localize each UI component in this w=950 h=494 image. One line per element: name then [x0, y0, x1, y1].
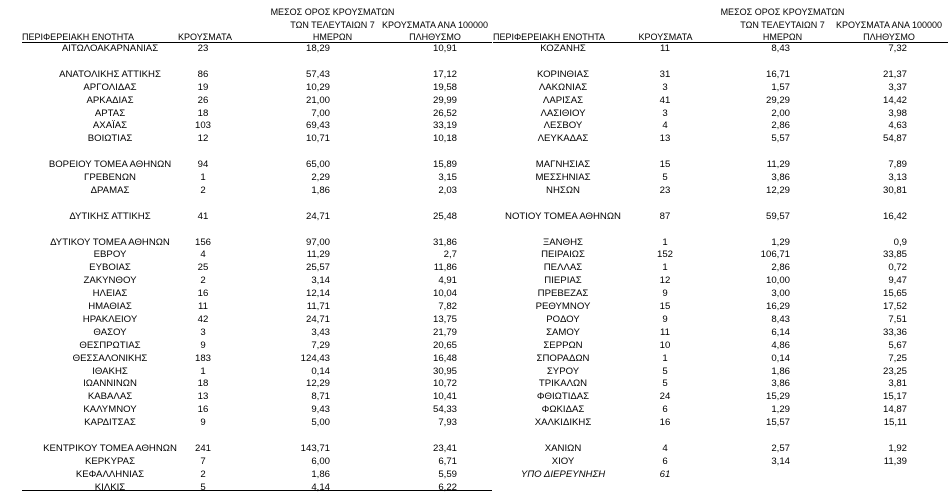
table-row — [0, 184, 950, 197]
cases-cell: 4 — [662, 442, 668, 454]
per100k-cell: 6,22 — [438, 481, 457, 493]
cases-cell: 15 — [659, 159, 671, 171]
cases-cell: 41 — [197, 210, 209, 222]
avg-cell: 3,00 — [771, 288, 790, 300]
per100k-cell: 3,81 — [888, 378, 907, 390]
per100k-cell: 5,59 — [438, 468, 457, 480]
cases-cell: 16 — [659, 417, 671, 429]
cases-cell: 11 — [660, 326, 670, 338]
table-row — [0, 339, 950, 352]
region-name: ΑΙΤΩΛΟΑΚΑΡΝΑΝΙΑΣ — [61, 43, 159, 54]
cases-cell: 241 — [194, 442, 211, 454]
region-name: ΑΧΑΪΑΣ — [92, 120, 128, 132]
cases-cell: 9 — [662, 313, 668, 325]
cases-cell: 1 — [662, 262, 668, 274]
cases-cell: 31 — [659, 68, 671, 80]
table-row — [0, 300, 950, 313]
avg-cell: 3,86 — [771, 172, 790, 183]
avg-cell: 1,86 — [311, 468, 330, 480]
region-name: ΥΠΟ ΔΙΕΡΕΥΝΗΣΗ — [520, 468, 606, 480]
avg-cell: 12,14 — [305, 288, 330, 300]
per100k-cell: 3,98 — [888, 107, 907, 119]
table-row — [0, 377, 950, 390]
table-row — [0, 55, 950, 68]
cases-cell: 5 — [662, 365, 668, 377]
region-name: ΛΑΣΙΘΙΟΥ — [540, 107, 586, 119]
per100k-cell: 19,58 — [432, 81, 457, 93]
cases-cell: 86 — [197, 68, 209, 80]
region-name: ΘΑΣΟΥ — [93, 326, 127, 338]
header-avg-right-line1: ΜΕΣΟΣ ΟΡΟΣ ΚΡΟΥΣΜΑΤΩΝ — [720, 7, 845, 17]
table-row — [0, 107, 950, 120]
region-name: ΘΕΣΠΡΩΤΙΑΣ — [79, 339, 141, 351]
cases-cell: 9 — [200, 339, 206, 351]
per100k-cell: 11,39 — [883, 455, 907, 467]
cases-cell: 152 — [656, 249, 673, 261]
avg-cell: 7,00 — [311, 107, 330, 119]
per100k-cell: 3,37 — [888, 81, 907, 93]
cases-cell: 156 — [194, 236, 211, 248]
avg-cell: 3,14 — [771, 455, 790, 467]
table-row — [0, 365, 950, 378]
region-name: ΜΑΓΝΗΣΙΑΣ — [535, 159, 591, 171]
avg-cell: 2,86 — [771, 120, 790, 132]
per100k-cell: 17,52 — [882, 301, 907, 312]
per100k-cell: 2,03 — [438, 184, 457, 196]
per100k-cell: 23,41 — [432, 442, 457, 454]
region-name: ΒΟΙΩΤΙΑΣ — [87, 133, 133, 145]
region-name: ΧΙΟΥ — [551, 455, 575, 467]
avg-cell: 24,71 — [305, 313, 330, 325]
avg-cell: 16,29 — [765, 301, 790, 312]
per100k-cell: 33,85 — [882, 249, 907, 261]
avg-cell: 5,57 — [771, 133, 790, 145]
cases-cell: 6 — [662, 455, 668, 467]
per100k-cell: 0,72 — [888, 262, 907, 274]
avg-cell: 15,29 — [765, 391, 790, 403]
region-name: ΚΕΡΚΥΡΑΣ — [84, 455, 135, 467]
cases-cell: 18 — [197, 107, 209, 119]
header-region-right: ΠΕΡΙΦΕΡΕΙΑΚΗ ΕΝΟΤΗΤΑ — [493, 32, 606, 42]
table-row — [0, 197, 950, 210]
header-cases-right: ΚΡΟΥΣΜΑΤΑ — [638, 32, 693, 42]
header-cases-left: ΚΡΟΥΣΜΑΤΑ — [178, 32, 232, 42]
cases-cell: 183 — [194, 352, 211, 364]
cases-cell: 16 — [197, 288, 209, 300]
per100k-cell: 14,42 — [882, 94, 907, 106]
region-name: ΗΡΑΚΛΕΙΟΥ — [82, 313, 138, 325]
per100k-cell: 13,75 — [432, 313, 457, 325]
avg-cell: 65,00 — [305, 159, 330, 171]
table-row — [0, 81, 950, 94]
table-row — [0, 248, 950, 261]
table-row — [0, 468, 950, 481]
region-name: ΑΡΤΑΣ — [94, 107, 126, 119]
region-name: ΛΕΥΚΑΔΑΣ — [537, 133, 589, 145]
region-name: ΣΕΡΡΩΝ — [543, 339, 583, 351]
region-name: ΤΡΙΚΑΛΩΝ — [538, 378, 588, 390]
region-name: ΑΡΓΟΛΙΔΑΣ — [83, 81, 137, 93]
cases-cell: 41 — [659, 94, 671, 106]
cases-cell: 10 — [659, 339, 671, 351]
cases-cell: 1 — [200, 365, 206, 377]
avg-cell: 8,43 — [771, 313, 790, 325]
cases-cell: 103 — [194, 120, 211, 132]
region-name: ΣΑΜΟΥ — [546, 326, 580, 338]
per100k-cell: 21,79 — [432, 326, 457, 338]
region-name: ΖΑΚΥΝΘΟΥ — [83, 275, 137, 287]
header-avg-right-line2: ΤΩΝ ΤΕΛΕΥΤΑΙΩΝ 7 — [740, 20, 825, 30]
cases-cell: 9 — [662, 288, 668, 300]
avg-cell: 6,00 — [311, 455, 330, 467]
table-row — [0, 403, 950, 416]
avg-cell: 25,57 — [305, 262, 330, 274]
cases-cell: 3 — [662, 81, 668, 93]
per100k-cell: 16,42 — [882, 210, 907, 222]
region-name: ΚΟΖΑΝΗΣ — [540, 43, 586, 54]
table-row — [0, 119, 950, 132]
table-row — [0, 261, 950, 274]
per100k-cell: 14,87 — [882, 404, 907, 416]
region-name: ΔΥΤΙΚΟΥ ΤΟΜΕΑ ΑΘΗΝΩΝ — [50, 236, 170, 248]
cases-cell: 5 — [662, 172, 668, 183]
avg-cell: 29,29 — [765, 94, 790, 106]
table-row — [0, 42, 950, 55]
per100k-cell: 7,51 — [888, 313, 907, 325]
per100k-cell: 10,18 — [432, 133, 457, 145]
avg-cell: 124,43 — [300, 352, 330, 364]
avg-cell: 16,71 — [765, 68, 790, 80]
region-name: ΓΡΕΒΕΝΩΝ — [84, 172, 136, 183]
region-name: ΕΥΒΟΙΑΣ — [89, 262, 131, 274]
avg-cell: 10,29 — [305, 81, 330, 93]
per100k-cell: 7,25 — [888, 352, 907, 364]
avg-cell: 7,29 — [311, 339, 330, 351]
cases-cell: 11 — [198, 301, 208, 312]
avg-cell: 8,43 — [771, 43, 790, 54]
table-row — [0, 132, 950, 145]
region-name: ΚΙΛΚΙΣ — [94, 481, 126, 493]
region-name: ΑΡΚΑΔΙΑΣ — [86, 94, 134, 106]
per100k-cell: 33,19 — [432, 120, 457, 132]
avg-cell: 15,57 — [765, 417, 790, 429]
per100k-cell: 15,89 — [432, 159, 457, 171]
header-per100k-right-line2: ΠΛΗΘΥΣΜΟ — [863, 32, 915, 42]
cases-cell: 13 — [659, 133, 671, 145]
region-name: ΚΑΛΥΜΝΟΥ — [83, 404, 137, 416]
avg-cell: 4,14 — [311, 481, 330, 493]
region-name: ΡΕΘΥΜΝΟΥ — [535, 301, 591, 312]
region-name: ΕΒΡΟΥ — [93, 249, 127, 261]
region-name: ΙΘΑΚΗΣ — [92, 365, 128, 377]
per100k-cell: 3,13 — [888, 172, 907, 183]
avg-cell: 11,29 — [306, 249, 330, 261]
cases-cell: 11 — [660, 43, 670, 54]
table-row — [0, 442, 950, 455]
avg-cell: 59,57 — [765, 210, 790, 222]
region-name: ΧΑΝΙΩΝ — [544, 442, 582, 454]
region-name: ΑΝΑΤΟΛΙΚΗΣ ΑΤΤΙΚΗΣ — [59, 68, 161, 80]
region-name: ΒΟΡΕΙΟΥ ΤΟΜΕΑ ΑΘΗΝΩΝ — [48, 159, 172, 171]
avg-cell: 1,86 — [771, 365, 790, 377]
per100k-cell: 30,95 — [432, 365, 457, 377]
table-row — [0, 326, 950, 339]
avg-cell: 10,00 — [765, 275, 790, 287]
region-name: ΚΕΝΤΡΙΚΟΥ ΤΟΜΕΑ ΑΘΗΝΩΝ — [43, 442, 177, 454]
table-row — [0, 390, 950, 403]
avg-cell: 9,43 — [311, 404, 330, 416]
cases-cell: 5 — [662, 378, 668, 390]
header-avg-left-line3: ΗΜΕΡΩΝ — [312, 32, 353, 42]
cases-cell: 2 — [200, 275, 206, 287]
region-name: ΝΟΤΙΟΥ ΤΟΜΕΑ ΑΘΗΝΩΝ — [505, 210, 621, 222]
avg-cell: 21,00 — [305, 94, 330, 106]
header-region-left: ΠΕΡΙΦΕΡΕΙΑΚΗ ΕΝΟΤΗΤΑ — [22, 32, 135, 42]
table-row — [0, 171, 950, 184]
table-row — [0, 210, 950, 223]
per100k-cell: 16,48 — [432, 352, 457, 364]
cases-cell: 1 — [662, 352, 668, 364]
table-row — [0, 145, 950, 158]
region-name: ΙΩΑΝΝΙΝΩΝ — [83, 378, 137, 390]
cases-cell: 3 — [200, 326, 206, 338]
region-name: ΞΑΝΘΗΣ — [543, 236, 583, 248]
avg-cell: 2,86 — [771, 262, 790, 274]
per100k-cell: 10,91 — [432, 43, 457, 54]
per100k-cell: 5,67 — [888, 339, 907, 351]
per100k-cell: 21,37 — [882, 68, 907, 80]
per100k-cell: 10,04 — [432, 288, 457, 300]
region-name: ΛΕΣΒΟΥ — [543, 120, 583, 132]
per100k-cell: 9,47 — [888, 275, 907, 287]
table-row — [0, 236, 950, 249]
region-name: ΔΥΤΙΚΗΣ ΑΤΤΙΚΗΣ — [69, 210, 151, 222]
avg-cell: 4,86 — [771, 339, 790, 351]
per100k-cell: 33,36 — [882, 326, 907, 338]
table-row — [0, 158, 950, 171]
per100k-cell: 7,82 — [438, 301, 457, 312]
avg-cell: 0,14 — [771, 352, 790, 364]
avg-cell: 11,29 — [766, 159, 790, 171]
region-name: ΔΡΑΜΑΣ — [90, 184, 130, 196]
region-name: ΘΕΣΣΑΛΟΝΙΚΗΣ — [72, 352, 148, 364]
cases-cell: 4 — [200, 249, 206, 261]
header-per100k-left-line2: ΠΛΗΘΥΣΜΟ — [409, 32, 461, 42]
per100k-cell: 29,99 — [432, 94, 457, 106]
region-name: ΜΕΣΣΗΝΙΑΣ — [535, 172, 591, 183]
per100k-cell: 54,33 — [432, 404, 457, 416]
table-row — [0, 416, 950, 429]
per100k-cell: 30,81 — [882, 184, 907, 196]
header-per100k-left-line1: ΚΡΟΥΣΜΑΤΑ ΑΝΑ 100000 — [382, 20, 488, 30]
per100k-cell: 10,41 — [432, 391, 457, 403]
table-row — [0, 313, 950, 326]
table-row — [0, 223, 950, 236]
per100k-cell: 0,9 — [893, 236, 907, 248]
avg-cell: 0,14 — [311, 365, 330, 377]
avg-cell: 24,71 — [305, 210, 330, 222]
avg-cell: 6,14 — [771, 326, 790, 338]
avg-cell: 2,29 — [311, 172, 330, 183]
region-name: ΦΩΚΙΔΑΣ — [541, 404, 585, 416]
avg-cell: 106,71 — [760, 249, 790, 261]
cases-cell: 23 — [659, 184, 671, 196]
region-name: ΛΑΡΙΣΑΣ — [542, 94, 584, 106]
table-row — [0, 455, 950, 468]
per100k-cell: 11,86 — [433, 262, 457, 274]
region-name: ΣΠΟΡΑΔΩΝ — [536, 352, 590, 364]
avg-cell: 1,57 — [771, 81, 790, 93]
cases-cell: 13 — [197, 391, 209, 403]
table-row — [0, 287, 950, 300]
avg-cell: 18,29 — [305, 43, 330, 54]
cases-cell: 61 — [659, 468, 671, 480]
header-avg-left-line1: ΜΕΣΟΣ ΟΡΟΣ ΚΡΟΥΣΜΑΤΩΝ — [270, 7, 395, 17]
avg-cell: 1,29 — [771, 404, 790, 416]
region-name: ΦΘΙΩΤΙΔΑΣ — [536, 391, 590, 403]
cases-cell: 2 — [200, 184, 206, 196]
avg-cell: 3,43 — [311, 326, 330, 338]
avg-cell: 57,43 — [305, 68, 330, 80]
per100k-cell: 7,32 — [888, 43, 907, 54]
region-name: ΡΟΔΟΥ — [546, 313, 580, 325]
region-name: ΠΕΙΡΑΙΩΣ — [541, 249, 585, 261]
table-row — [0, 352, 950, 365]
cases-cell: 3 — [662, 107, 668, 119]
cases-cell: 6 — [662, 404, 668, 416]
cases-cell: 1 — [662, 236, 668, 248]
region-name: ΠΙΕΡΙΑΣ — [544, 275, 582, 287]
avg-cell: 1,29 — [771, 236, 790, 248]
cases-cell: 26 — [197, 94, 209, 106]
avg-cell: 97,00 — [305, 236, 330, 248]
per100k-cell: 1,92 — [888, 442, 907, 454]
region-name: ΣΥΡΟΥ — [546, 365, 580, 377]
cases-cell: 4 — [662, 120, 668, 132]
per100k-cell: 4,91 — [438, 275, 457, 287]
per100k-cell: 25,48 — [432, 210, 457, 222]
cases-cell: 94 — [197, 159, 209, 171]
per100k-cell: 15,65 — [882, 288, 907, 300]
header-avg-right-line3: ΗΜΕΡΩΝ — [762, 32, 803, 42]
cases-cell: 9 — [200, 417, 206, 429]
cases-cell: 87 — [659, 210, 671, 222]
region-name: ΝΗΣΩΝ — [546, 184, 580, 196]
per100k-cell: 26,52 — [432, 107, 457, 119]
region-name: ΠΡΕΒΕΖΑΣ — [537, 288, 589, 300]
cases-cell: 18 — [197, 378, 209, 390]
avg-cell: 5,00 — [311, 417, 330, 429]
avg-cell: 2,57 — [771, 442, 790, 454]
per100k-cell: 7,93 — [438, 417, 457, 429]
cases-cell: 7 — [200, 455, 206, 467]
table-row — [0, 68, 950, 81]
region-name: ΧΑΛΚΙΔΙΚΗΣ — [534, 417, 592, 429]
avg-cell: 143,71 — [300, 442, 330, 454]
cases-cell: 15 — [659, 301, 671, 312]
header-per100k-right-line1: ΚΡΟΥΣΜΑΤΑ ΑΝΑ 100000 — [836, 20, 942, 30]
region-name: ΗΜΑΘΙΑΣ — [88, 301, 132, 312]
table-row — [0, 274, 950, 287]
cases-cell: 24 — [659, 391, 671, 403]
avg-cell: 2,00 — [771, 107, 790, 119]
region-name: ΠΕΛΛΑΣ — [543, 262, 583, 274]
cases-cell: 12 — [197, 133, 209, 145]
region-name: ΚΟΡΙΝΘΙΑΣ — [536, 68, 590, 80]
per100k-cell: 2,7 — [443, 249, 457, 261]
per100k-cell: 17,12 — [432, 68, 457, 80]
per100k-cell: 7,89 — [888, 159, 907, 171]
avg-cell: 11,71 — [306, 301, 330, 312]
region-name: ΚΑΒΑΛΑΣ — [87, 391, 133, 403]
per100k-cell: 23,25 — [882, 365, 907, 377]
per100k-cell: 6,71 — [438, 455, 457, 467]
per100k-cell: 10,72 — [432, 378, 457, 390]
per100k-cell: 54,87 — [882, 133, 907, 145]
cases-cell: 25 — [197, 262, 209, 274]
region-name: ΚΑΡΔΙΤΣΑΣ — [84, 417, 136, 429]
region-name: ΚΕΦΑΛΛΗΝΙΑΣ — [75, 468, 145, 480]
cases-cell: 23 — [197, 43, 209, 54]
region-name: ΗΛΕΙΑΣ — [92, 288, 128, 300]
table-row — [0, 429, 950, 442]
cases-cell: 12 — [659, 275, 671, 287]
per100k-cell: 20,65 — [432, 339, 457, 351]
header-avg-left-line2: ΤΩΝ ΤΕΛΕΥΤΑΙΩΝ 7 — [290, 20, 375, 30]
avg-cell: 3,86 — [771, 378, 790, 390]
avg-cell: 12,29 — [305, 378, 330, 390]
avg-cell: 69,43 — [305, 120, 330, 132]
per100k-cell: 15,11 — [883, 417, 907, 429]
per100k-cell: 15,17 — [882, 391, 907, 403]
cases-cell: 5 — [200, 481, 206, 493]
per100k-cell: 3,15 — [438, 172, 457, 183]
per100k-cell: 4,63 — [888, 120, 907, 132]
region-name: ΛΑΚΩΝΙΑΣ — [538, 81, 588, 93]
cases-cell: 1 — [200, 172, 206, 183]
per100k-cell: 31,86 — [432, 236, 457, 248]
avg-cell: 3,14 — [311, 275, 330, 287]
avg-cell: 10,71 — [305, 133, 330, 145]
cases-cell: 16 — [197, 404, 209, 416]
cases-cell: 42 — [197, 313, 209, 325]
avg-cell: 1,86 — [311, 184, 330, 196]
cases-cell: 19 — [197, 81, 209, 93]
table-row — [0, 94, 950, 107]
avg-cell: 12,29 — [765, 184, 790, 196]
avg-cell: 8,71 — [311, 391, 330, 403]
cases-cell: 2 — [200, 468, 206, 480]
